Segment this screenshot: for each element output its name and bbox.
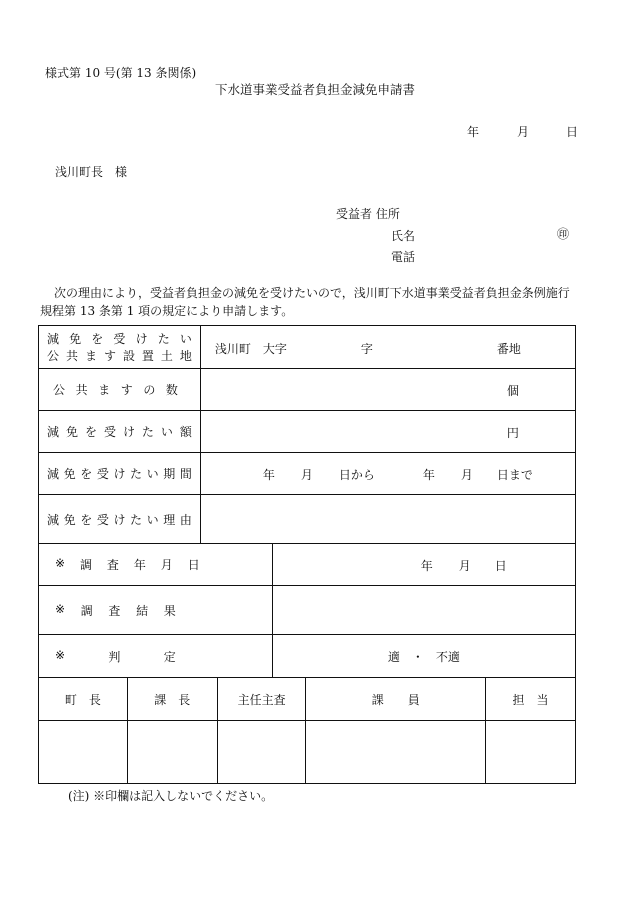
count-row — [39, 369, 576, 411]
land-oaza: 大字 — [262, 342, 287, 356]
form-number: 様式第 10 号(第 13 条関係) — [45, 66, 197, 80]
date-year: 年 — [467, 125, 480, 139]
reason-label: 減 免 を 受 け た い 理 由 — [39, 495, 201, 544]
approval-header-row — [39, 678, 576, 721]
office-use-table — [38, 543, 576, 678]
address-label: 住所 — [375, 207, 400, 221]
approval-header-chief-inspector: 主任主査 — [217, 678, 306, 721]
land-row — [39, 326, 576, 369]
survey-year: 年 — [420, 559, 433, 573]
land-banchi: 番地 — [496, 342, 521, 356]
judgment-row — [39, 635, 576, 678]
survey-month: 月 — [458, 559, 471, 573]
judgment-value: 適 ・ 不適 — [387, 649, 460, 664]
approval-stamp-row — [39, 721, 576, 784]
survey-result-label: ※ 調 査 結 果 — [39, 586, 273, 635]
form-title: 下水道事業受益者負担金減免申請書 — [214, 82, 415, 97]
period-to-day: 日まで — [496, 468, 533, 482]
stamp-cell-section-chief[interactable] — [127, 721, 217, 784]
survey-result-row — [39, 586, 576, 635]
addressee: 浅川町長 様 — [55, 165, 128, 179]
stamp-cell-staff[interactable] — [306, 721, 486, 784]
reason-field[interactable] — [200, 495, 575, 544]
period-to-month: 月 — [460, 468, 473, 482]
count-field[interactable] — [200, 369, 575, 411]
land-town: 浅川町 — [214, 342, 251, 356]
period-label: 減 免 を 受 け た い 期 間 — [39, 453, 201, 495]
period-field[interactable] — [200, 453, 575, 495]
period-from-day: 日から — [338, 468, 375, 482]
amount-row — [39, 411, 576, 453]
land-label: 減 免 を 受 け た い 公 共 ま す 設 置 土 地 — [39, 326, 201, 369]
stamp-cell-mayor[interactable] — [39, 721, 128, 784]
count-label: 公 共 ま す の 数 — [39, 369, 201, 411]
reason-row — [39, 495, 576, 544]
date-month: 月 — [517, 125, 530, 139]
period-row — [39, 453, 576, 495]
intro-text: 次の理由により，受益者負担金の減免を受けたいので，浅川町下水道事業受益者負担金条例施行規程第 13 条第 1 項の規定により申請します。 — [40, 286, 570, 318]
survey-date-row — [39, 544, 576, 586]
applicant-label: 受益者 住所 — [336, 207, 400, 221]
survey-day: 日 — [494, 559, 507, 573]
footnote: (注) ※印欄は記入しないでください。 — [68, 789, 274, 803]
survey-date-label: ※ 調 査 年 月 日 — [39, 544, 273, 586]
stamp-cell-in-charge[interactable] — [486, 721, 576, 784]
seal-mark: ㊞ — [557, 227, 570, 241]
survey-result-field[interactable] — [272, 586, 575, 635]
land-aza: 字 — [360, 342, 373, 356]
approval-header-mayor: 町 長 — [39, 678, 128, 721]
amount-field[interactable] — [200, 411, 575, 453]
judgment-field[interactable] — [272, 635, 575, 678]
count-unit: 個 — [506, 384, 519, 398]
date-day: 日 — [566, 125, 579, 139]
period-from-month: 月 — [300, 468, 313, 482]
amount-label: 減 免 を 受 け た い 額 — [39, 411, 201, 453]
application-table — [38, 325, 576, 544]
approval-header-staff: 課 員 — [306, 678, 486, 721]
approval-header-in-charge: 担 当 — [486, 678, 576, 721]
approval-header-section-chief: 課 長 — [127, 678, 217, 721]
land-location-field[interactable] — [200, 326, 575, 369]
period-from-year: 年 — [262, 468, 275, 482]
period-to-year: 年 — [422, 468, 435, 482]
judgment-label: ※ 判 定 — [39, 635, 273, 678]
phone-label: 電話 — [391, 250, 416, 264]
survey-date-field[interactable] — [272, 544, 575, 586]
amount-unit: 円 — [506, 426, 519, 440]
stamp-cell-chief-inspector[interactable] — [217, 721, 306, 784]
name-label: 氏名 — [391, 229, 416, 243]
approval-table — [38, 677, 576, 784]
